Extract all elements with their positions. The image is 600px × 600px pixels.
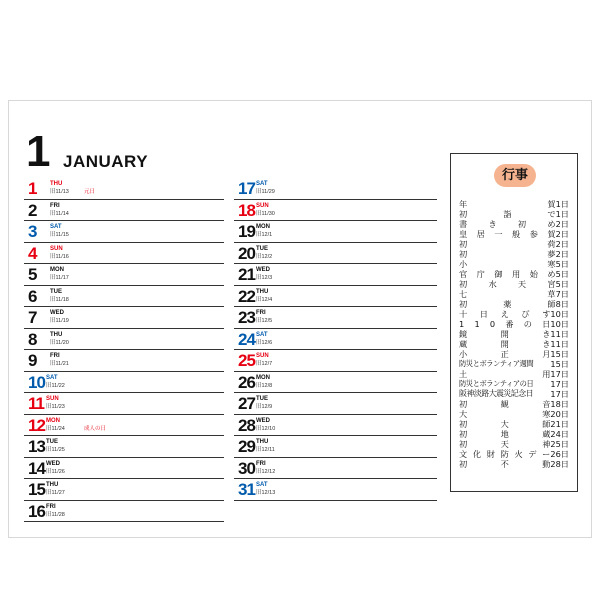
event-item [459,309,569,319]
event-name: 初 荷 [459,239,556,249]
event-date: 10日 [550,319,569,329]
day-number: 30 [238,458,255,478]
day-number: 14 [28,458,45,478]
event-date: 20日 [550,409,569,419]
day-number: 21 [238,265,255,284]
day-number: 2 [28,200,37,220]
event-name: 防災とボランティアの日 [459,379,534,388]
day-row [234,393,437,415]
day-of-week: FRI [256,460,266,467]
event-date: 5日 [555,279,569,289]
day-number: 10 [28,372,45,392]
lunar-date: 旧11/22 [46,382,65,389]
event-name: 初 薬 師 [459,299,556,309]
lunar-date: 旧12/8 [256,382,273,389]
event-date: 7日 [555,289,569,299]
event-item [459,459,569,469]
event-name: 小 寒 [459,259,556,269]
lunar-date: 旧11/21 [50,361,69,367]
lunar-date: 旧11/13 [50,189,69,195]
event-item [459,229,569,239]
day-row [24,393,224,415]
day-number: 17 [238,179,255,198]
event-item [459,359,569,369]
day-row [24,221,224,243]
day-number: 23 [238,308,255,327]
lunar-date: 旧12/11 [256,447,275,453]
day-number: 31 [238,480,255,499]
day-row [24,200,224,222]
event-date: 10日 [550,309,569,319]
event-date: 5日 [555,259,569,269]
day-of-week: THU [50,331,63,338]
day-of-week: FRI [50,353,60,359]
event-item [459,329,569,339]
event-date: 18日 [550,399,569,409]
event-date: 2日 [555,239,569,249]
day-of-week: TUE [256,245,268,252]
event-date: 25日 [550,439,569,449]
event-name: 初 地 蔵 [459,429,551,439]
day-row [24,264,224,286]
day-of-week: MON [256,374,270,381]
day-number: 25 [238,351,255,370]
day-number: 13 [28,437,45,456]
event-date: 26日 [550,449,569,459]
day-row [234,415,437,437]
lunar-date: 旧11/19 [50,318,69,324]
lunar-date: 旧11/23 [46,404,65,410]
event-name: 皇 居 一 般 参 賀 [459,229,556,239]
event-item [459,299,569,309]
day-of-week: WED [256,267,270,273]
event-name: 初 詣 で [459,209,556,219]
day-of-week: MON [46,417,60,424]
day-row [234,458,437,480]
event-name: 初 大 師 [459,419,551,429]
event-item [459,419,569,429]
lunar-date: 旧12/2 [256,253,273,260]
holiday-label: 成人の日 [84,425,107,432]
event-item [459,239,569,249]
event-item [459,289,569,299]
day-row [24,286,224,308]
day-of-week: SAT [256,181,268,187]
lunar-date: 旧11/29 [256,189,275,195]
holiday-label: 元日 [84,189,96,195]
event-item [459,199,569,209]
event-name: 文 化 財 防 火 デ ー [459,449,551,459]
lunar-date: 旧11/24 [46,425,65,432]
day-number: 27 [238,394,255,413]
event-item [459,339,569,349]
lunar-date: 旧12/1 [256,232,273,238]
event-date: 17日 [550,379,569,389]
day-of-week: FRI [256,310,266,316]
day-row [234,436,437,458]
day-number: 24 [238,329,255,349]
event-date: 1日 [555,209,569,219]
lunar-date: 旧11/17 [50,275,69,281]
lunar-date: 旧11/25 [46,447,65,453]
event-name: 土 用 [459,369,551,379]
event-item [459,399,569,409]
event-item [459,379,569,389]
lunar-date: 旧11/28 [46,511,65,518]
event-name: 1 1 0 番 の 日 [459,319,551,329]
event-item [459,389,569,399]
event-date: 8日 [555,299,569,309]
day-row [234,243,437,265]
day-row [24,329,224,351]
event-name: 初 観 音 [459,399,551,409]
event-date: 1日 [555,199,569,209]
event-date: 15日 [550,349,569,359]
day-row [234,329,437,351]
day-number: 3 [28,222,37,241]
event-date: 28日 [550,459,569,469]
day-of-week: THU [256,439,269,445]
day-row [24,501,224,523]
day-of-week: TUE [46,439,58,445]
event-name: 鏡 開 き [459,329,551,339]
event-name: 官 庁 御 用 始 め [459,269,556,279]
event-item [459,429,569,439]
event-item [459,279,569,289]
event-name: 書 き 初 め [459,219,556,229]
event-name: 初 水 天 宮 [459,279,556,289]
day-number: 7 [28,308,37,327]
event-date: 2日 [555,219,569,229]
day-number: 4 [28,243,37,263]
day-row [24,307,224,329]
lunar-date: 旧12/12 [256,468,276,475]
day-row [24,350,224,372]
month-number: 1 [26,127,51,176]
day-number: 16 [28,501,45,521]
lunar-date: 旧12/13 [256,490,276,496]
lunar-date: 旧12/7 [256,361,273,367]
event-item [459,249,569,259]
day-row [234,221,437,243]
event-item [459,369,569,379]
month-name: JANUARY [63,152,149,171]
events-list [459,199,569,469]
day-number: 11 [28,394,44,413]
lunar-date: 旧11/20 [50,339,69,346]
day-number: 8 [28,329,37,349]
events-panel [450,153,578,492]
event-date: 24日 [550,429,569,439]
day-number: 5 [28,265,37,284]
lunar-date: 旧12/9 [256,404,273,410]
day-row [234,479,437,501]
day-row [24,243,224,265]
day-of-week: TUE [50,288,62,295]
day-row [24,372,224,394]
event-item [459,269,569,279]
event-item [459,209,569,219]
day-of-week: WED [256,417,270,424]
lunar-date: 旧12/3 [256,275,273,281]
day-of-week: FRI [46,503,56,510]
day-of-week: FRI [50,202,60,209]
day-row [24,479,224,501]
event-date: 15日 [550,359,569,369]
day-number: 9 [28,351,37,370]
lunar-date: 旧11/26 [46,468,65,475]
day-row [24,178,224,200]
day-of-week: MON [50,267,64,273]
lunar-date: 旧11/16 [50,253,69,260]
days-column-left [24,178,224,522]
event-name: 防災とボランティア週間 [459,359,534,368]
event-name: 初 不 動 [459,459,551,469]
day-of-week: WED [50,310,64,316]
day-number: 6 [28,286,37,306]
event-name: 七 草 [459,289,556,299]
day-number: 19 [238,222,255,241]
event-item [459,259,569,269]
event-date: 2日 [555,249,569,259]
event-date: 17日 [550,369,569,379]
day-of-week: SAT [46,374,58,381]
lunar-date: 旧12/5 [256,318,273,324]
event-name: 年 賀 [459,199,556,209]
day-of-week: SAT [256,482,268,488]
day-row [24,458,224,480]
event-name: 初 天 神 [459,439,551,449]
event-name: 十 日 え び す [459,309,551,319]
day-of-week: MON [256,224,270,230]
day-of-week: THU [50,181,63,187]
event-date: 11日 [550,329,569,339]
event-name: 蔵 開 き [459,339,551,349]
day-number: 18 [238,200,255,220]
event-item [459,219,569,229]
day-row [234,372,437,394]
days-column-right [234,178,437,501]
day-row [234,200,437,222]
day-of-week: TUE [256,396,268,402]
day-row [234,307,437,329]
day-of-week: SAT [50,224,62,230]
events-title-badge: 行事 [494,164,536,187]
lunar-date: 旧12/4 [256,296,273,303]
lunar-date: 旧11/30 [256,210,275,217]
day-of-week: SAT [256,331,268,338]
lunar-date: 旧12/6 [256,339,273,346]
day-of-week: THU [46,482,59,488]
lunar-date: 旧12/10 [256,425,276,432]
day-number: 1 [28,179,37,198]
day-of-week: SUN [46,396,59,402]
event-date: 5日 [555,269,569,279]
day-number: 12 [28,415,45,435]
day-row [234,350,437,372]
day-number: 28 [238,415,255,435]
day-number: 22 [238,286,255,306]
event-name: 阪神淡路大震災記念日 [459,389,533,398]
day-of-week: SUN [256,353,269,359]
day-of-week: THU [256,288,269,295]
lunar-date: 旧11/15 [50,232,69,238]
day-number: 29 [238,437,255,456]
day-number: 26 [238,372,255,392]
lunar-date: 旧11/18 [50,296,69,303]
event-item [459,409,569,419]
day-row [234,264,437,286]
event-item [459,449,569,459]
day-of-week: SUN [256,202,269,209]
event-name: 小 正 月 [459,349,551,359]
event-date: 2日 [555,229,569,239]
event-date: 11日 [550,339,569,349]
event-item [459,349,569,359]
lunar-date: 旧11/27 [46,490,65,496]
event-name: 大 寒 [459,409,551,419]
lunar-date: 旧11/14 [50,210,69,217]
day-of-week: SUN [50,245,63,252]
event-name: 初 夢 [459,249,556,259]
event-date: 17日 [550,389,569,399]
day-row [24,436,224,458]
event-item [459,439,569,449]
event-date: 21日 [550,419,569,429]
day-row [24,415,224,437]
day-of-week: WED [46,460,60,467]
day-row [234,178,437,200]
day-row [234,286,437,308]
day-number: 20 [238,243,255,263]
day-number: 15 [28,480,45,499]
event-item [459,319,569,329]
